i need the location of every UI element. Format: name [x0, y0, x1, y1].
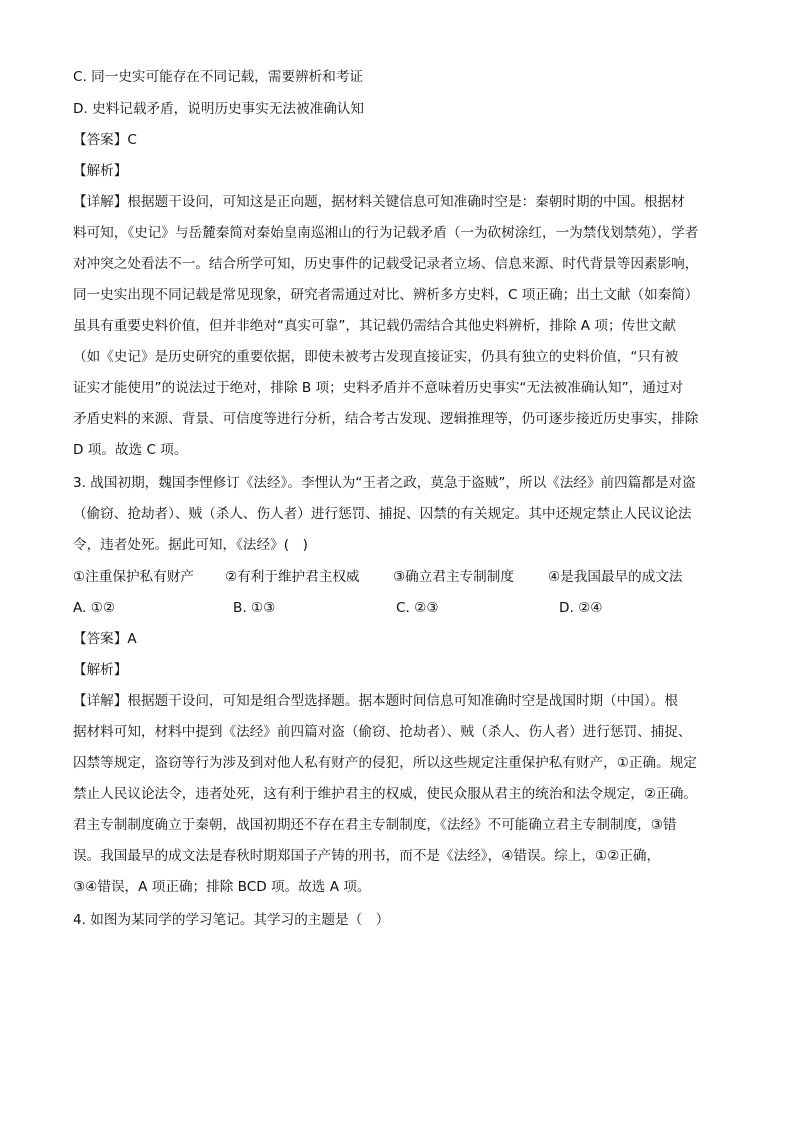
q2-detail-line: 虽具有重要史料价值，但并非绝对“真实可靠”，其记载仍需结合其他史料辨析，排除 A 项；传世文献 [73, 318, 676, 334]
q3-detail-line: ③④错误，A 项正确；排除 BCD 项。故选 A 项。 [73, 879, 371, 895]
q3-detail-line: 禁止人民议论法令，违者处死，这有利于维护君主的权威，使民众服从君主的统治和法令规定，②正确。 [73, 786, 697, 802]
q2-detail-line: （如《史记》是历史研究的重要依据，即使未被考古发现直接证实，仍具有独立的史料价值，“只有被 [73, 349, 679, 365]
q2-analysis-label: 【解析】 [73, 163, 128, 179]
q3-detail-line: 【详解】根据题干设问，可知是组合型选择题。据本题时间信息可知准确时空是战国时期（中国）。根 [73, 693, 678, 709]
q2-detail-line: 料可知，《史记》与岳麓秦简对秦始皇南巡湘山的行为记载矛盾（一为砍树涂红，一为禁伐划禁苑），学者 [73, 225, 699, 241]
q3-choice-a: A. ①② [73, 600, 116, 616]
q3-choice-b: B. ①③ [233, 600, 276, 616]
q3-statement-1: ①注重保护私有财产 [73, 569, 194, 585]
q3-statement-2: ②有利于维护君主权威 [225, 569, 360, 585]
q3-detail-line: 君主专制制度确立于秦朝，战国初期还不存在君主专制制度，《法经》不可能确立君主专制制度，③错 [73, 817, 677, 833]
q3-stem-line: 3. 战国初期，魏国李悝修订《法经》。李悝认为“王者之政，莫急于盗贼”，所以《法经》前四篇都是对盗 [73, 475, 696, 491]
q2-option-c: C. 同一史实可能存在不同记载，需要辨析和考证 [73, 69, 364, 85]
q2-detail-line: 证实才能使用”的说法过于绝对，排除 B 项；史料矛盾并不意味着历史事实“无法被准确认知”，通过对 [73, 380, 684, 396]
q2-detail-line: D 项。故选 C 项。 [73, 442, 188, 458]
q3-answer: 【答案】A [73, 631, 137, 647]
q3-statement-3: ③确立君主专制制度 [393, 569, 514, 585]
q4-stem: 4. 如图为某同学的学习笔记。其学习的主题是（ ） [73, 912, 390, 928]
q2-detail-line: 同一史实出现不同记载是常见现象，研究者需通过对比、辨析多方史料，C 项正确；出土文献（如秦简） [73, 287, 699, 303]
q2-detail-line: 对冲突之处看法不一。结合所学可知，历史事件的记载受记录者立场、信息来源、时代背景等因素影响， [73, 256, 699, 272]
q3-detail-line: 据材料可知，材料中提到《法经》前四篇对盗（偷窃、抢劫者）、贼（杀人、伤人者）进行惩罚、捕捉、 [73, 724, 692, 740]
q3-stem-line: 令，违者处死。据此可知，《法经》( ) [73, 537, 308, 553]
q3-statement-4: ④是我国最早的成文法 [548, 569, 683, 585]
q3-stem-line: （偷窃、抢劫者）、贼（杀人、伤人者）进行惩罚、捕捉、囚禁的有关规定。其中还规定禁止人民议论法 [73, 506, 692, 522]
q2-option-d: D. 史料记载矛盾，说明历史事实无法被准确认知 [73, 101, 364, 117]
q3-detail-line: 囚禁等规定，盗窃等行为涉及到对他人私有财产的侵犯，所以这些规定注重保护私有财产，①正确。规定 [73, 755, 697, 771]
q3-analysis-label: 【解析】 [73, 662, 128, 678]
q2-detail-line: 【详解】根据题干设问，可知这是正向题，据材料关键信息可知准确时空是：秦朝时期的中国。根据材 [73, 194, 685, 210]
q2-answer: 【答案】C [73, 132, 137, 148]
q2-detail-line: 矛盾史料的来源、背景、可信度等进行分析，结合考古发现、逻辑推理等，仍可逐步接近历史事实，排除 [73, 411, 699, 427]
q3-choice-d: D. ②④ [559, 600, 603, 616]
q3-detail-line: 误。我国最早的成文法是春秋时期郑国子产铸的刑书，而不是《法经》，④错误。综上，①②正确， [73, 848, 661, 864]
q3-choice-c: C. ②③ [396, 600, 439, 616]
